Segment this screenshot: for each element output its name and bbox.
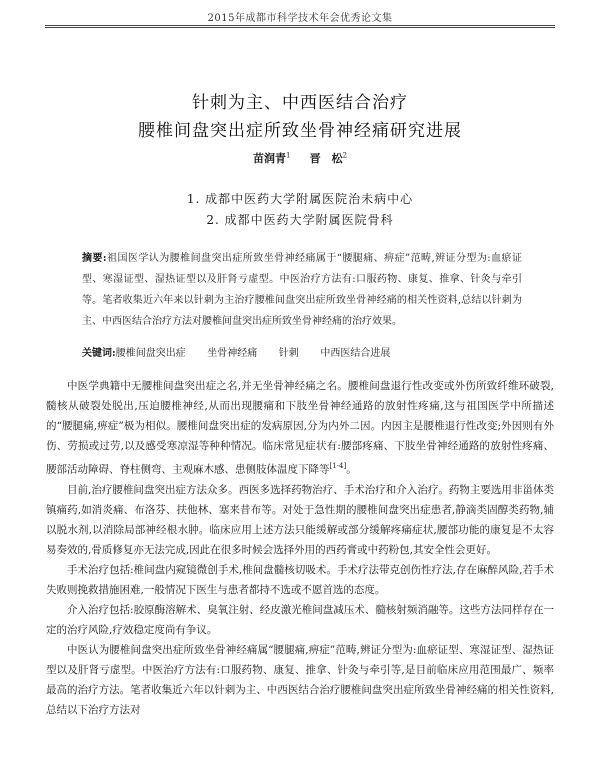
body-paragraph [46,376,554,480]
author-name: 苗润青 [252,152,286,165]
keyword: 坐骨神经痛 [207,348,258,359]
author-line [0,150,600,166]
paper-title-line-2: 腰椎间盘突出症所致坐骨神经痛研究进展 [138,121,462,141]
affiliation-1: 1. 成都中医药大学附属医院治未病中心 [186,192,414,206]
author-name: 晋 松 [309,152,343,165]
keywords [82,346,522,362]
author-affil-mark: 1 [285,151,291,160]
abstract-label: 摘要: [82,253,107,264]
body-paragraph: 中医认为腰椎间盘突出症所致坐骨神经痛属“腰腿痛,痹症”范畴,辨证分型为:血瘀证型、寒湿证型、湿热证型以及肝肾亏虚型。中医治疗方法有:口服药物、康复、推拿、针灸与牵引等,是目前临床应用范围最广、频率最高的治疗方法。笔者收集近六年以针刺为主、中西医结合治疗腰椎间盘突出症所致坐骨神经痛的相关性资料,总结以下治疗方法对 [46,643,554,716]
author-affil-mark: 2 [342,151,348,160]
body-paragraph: 手术治疗包括:椎间盘内窥镜微创手术,椎间盘髓核切吸术。手术疗法带克创伤性疗法,存在麻醉风险,若手术失败则挽救措施困难,一般情况下医生与患者都持不选或不愿首选的态度。 [46,563,554,596]
paper-title-line-1: 针刺为主、中西医结合治疗 [192,93,408,113]
keywords-label: 关键词: [82,348,116,359]
abstract [82,248,522,332]
header-rule [45,25,555,28]
keyword: 针刺 [278,348,299,359]
body-text [46,376,554,720]
affiliation-2: 2. 成都中医药大学附属医院骨科 [206,213,394,227]
keyword: 腰椎间盘突出症 [115,348,186,359]
body-paragraph: 目前,治疗腰椎间盘突出症方法众多。西医多选择药物治疗、手术治疗和介入治疗。药物主要选用非甾体类镇痛药,如消炎痛、布洛芬、扶他林、塞来昔布等。对处于急性期的腰椎间盘突出症患者,静滴类固醇类药物,辅以脱水剂,以消除局部神经根水肿。临床应用上述方法只能缓解或部分缓解疼痛症状,腰部功能的康复是不太容易奏效的,骨质修复亦无法完成,因此在很多时候会选择外用的西药膏或中药粉包,其安全性会更好。 [46,483,554,556]
body-paragraph: 介入治疗包括:胶原酶溶解术、臭氧注射、经皮激光椎间盘减压术、髓核射频消融等。这些方法同样存在一定的治疗风险,疗效稳定度尚有争议。 [46,603,554,636]
running-header: 2015年成都市科学技术年会优秀论文集 [207,13,393,24]
abstract-text: 祖国医学认为腰椎间盘突出症所致坐骨神经痛属于“腰腿痛、痹症”范畴,辨证分型为:血瘀证型、寒湿证型、湿热证型以及肝肾亏虚型。中医治疗方法有:口服药物、康复、推拿、针灸与牵引等。笔者收集近六年来以针刺为主治疗腰椎间盘突出症所致坐骨神经痛的相关性资料,总结以针刺为主、中西医结合治疗方法对腰椎间盘突出症所致坐骨神经痛的治疗效果。 [82,253,522,327]
keyword: 中西医结合进展 [320,348,391,359]
citation: [1-4] [329,462,347,470]
paragraph-tail: 。 [346,463,357,476]
paragraph-text: 中医学典籍中无腰椎间盘突出症之名,并无坐骨神经痛之名。腰椎间盘退行性改变或外伤所致纤维环破裂,髓核从破裂处脱出,压迫腰椎神经,从而出现腰痛和下肢坐骨神经通路的放射性疼痛,这与祖国医学中所描述的“腰腿痛,痹症”极为相似。腰椎间盘突出症的发病原因,分为内外二因。内因主是腰椎退行性改变;外因则有外伤、劳损或过劳,以及感受寒凉湿等种种情况。临床常见症状有:腰部疼痛、下肢坐骨神经通路的放射性疼痛、腰部活动障碍、脊柱侧弯、主观麻木感、患侧肢体温度下降等 [46,380,554,476]
